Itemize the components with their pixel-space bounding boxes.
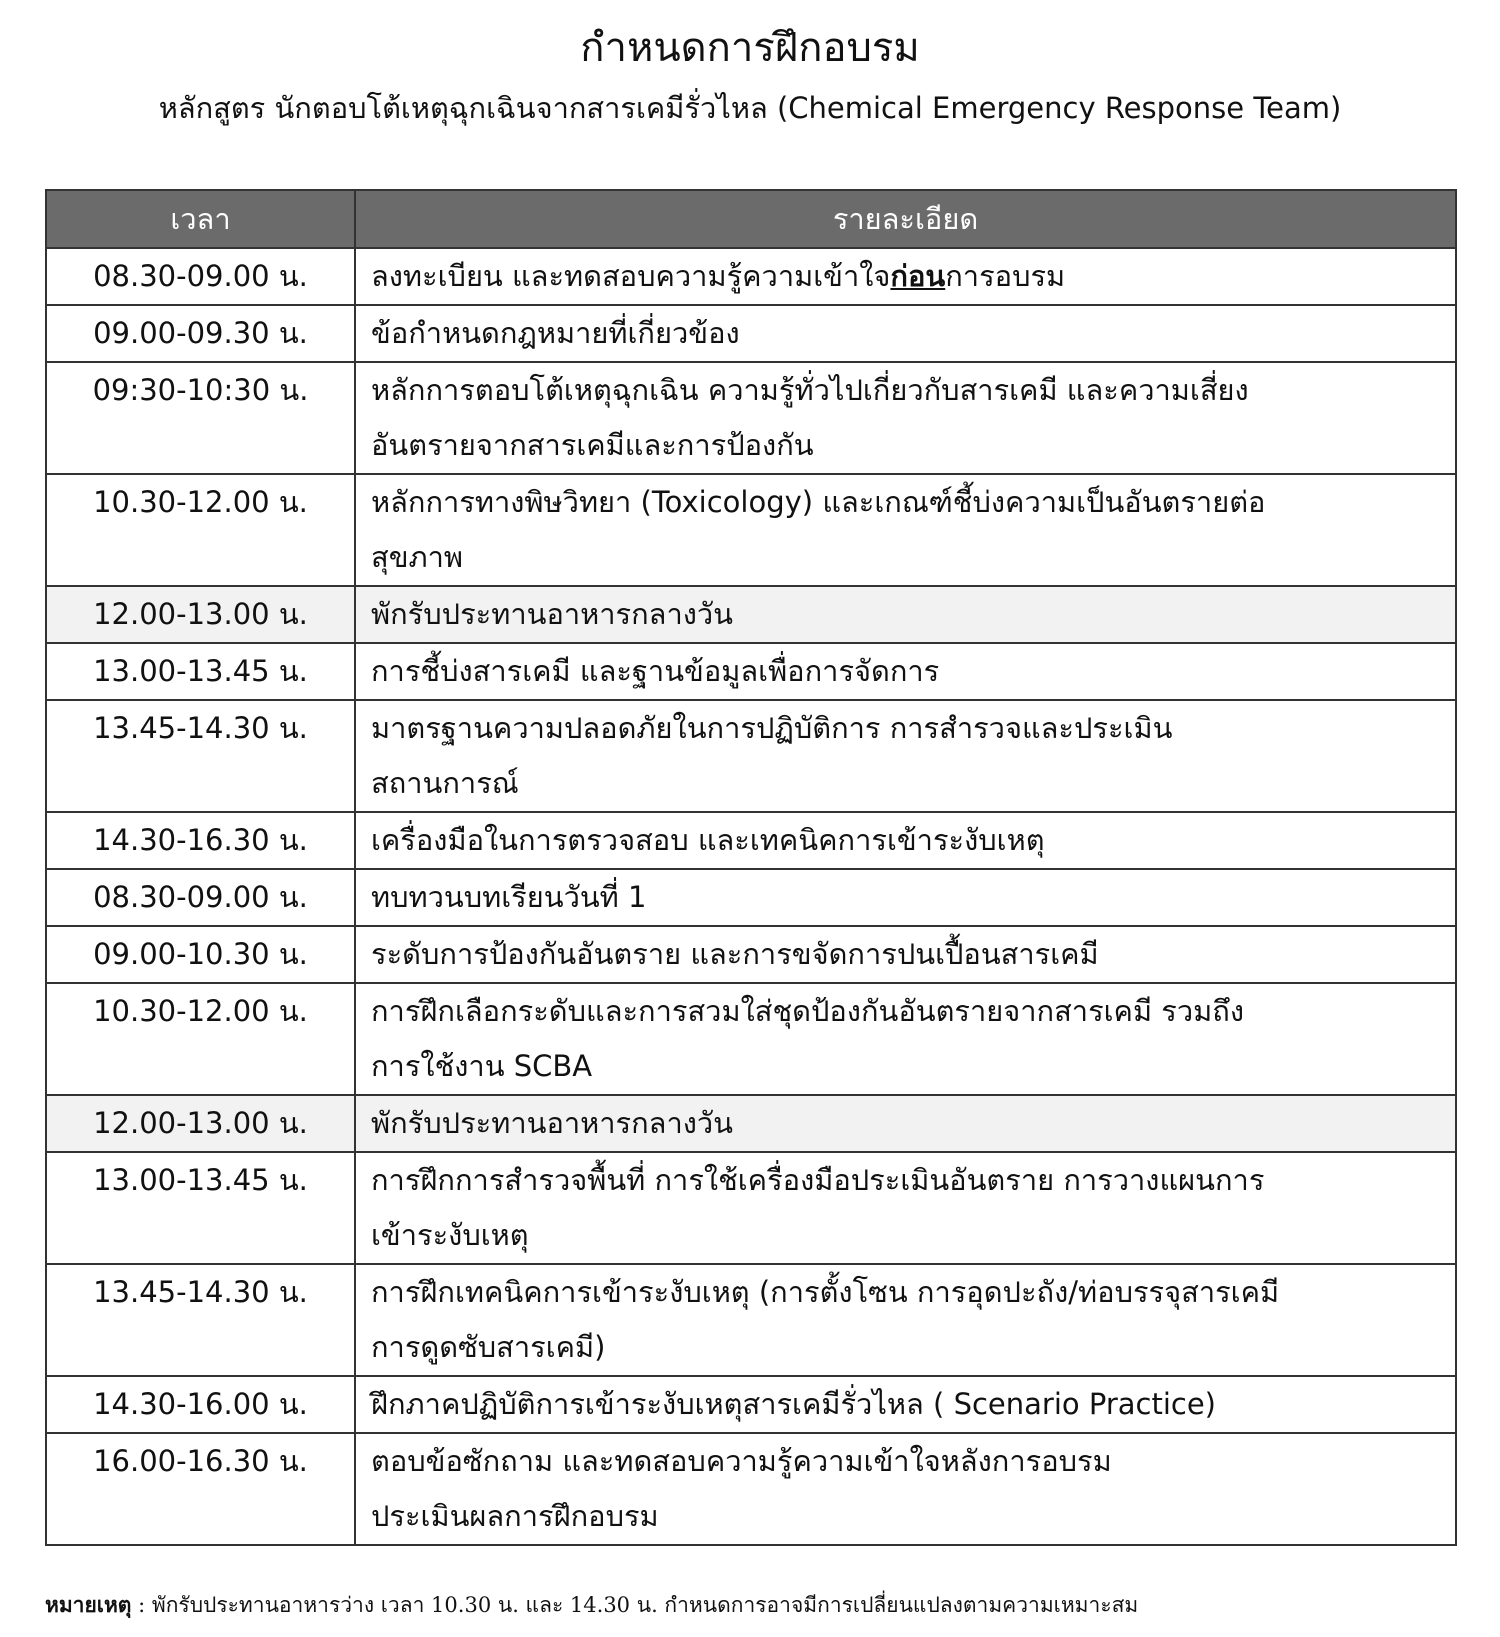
row-time: 09.00-10.30 น.: [46, 926, 355, 983]
row-detail: เครื่องมือในการตรวจสอบ และเทคนิคการเข้าระงับเหตุ: [355, 812, 1456, 869]
row-detail: การฝึกการสำรวจพื้นที่ การใช้เครื่องมือประเมินอันตราย การวางแผนการ เข้าระงับเหตุ: [355, 1152, 1456, 1264]
footnote: [45, 1590, 1138, 1620]
row-detail: ทบทวนบทเรียนวันที่ 1: [355, 869, 1456, 926]
row-detail-emphasis: ก่อน: [890, 259, 946, 293]
schedule-row: [46, 305, 1456, 362]
schedule-row: [46, 869, 1456, 926]
header-detail: รายละเอียด: [355, 190, 1456, 248]
row-time: 13.00-13.45 น.: [46, 643, 355, 700]
row-time: 13.45-14.30 น.: [46, 1264, 355, 1376]
schedule-row: [46, 248, 1456, 305]
row-detail: การฝึกเทคนิคการเข้าระงับเหตุ (การตั้งโซน การอุดปะถัง/ท่อบรรจุสารเคมี การดูดซับสารเคมี): [355, 1264, 1456, 1376]
schedule-row: [46, 586, 1456, 643]
row-time: 10.30-12.00 น.: [46, 474, 355, 586]
row-detail: ฝึกภาคปฏิบัติการเข้าระงับเหตุสารเคมีรั่วไหล ( Scenario Practice): [355, 1376, 1456, 1433]
row-time: 14.30-16.30 น.: [46, 812, 355, 869]
page-title: กำหนดการฝึกอบรม: [580, 25, 920, 71]
schedule-row: [46, 700, 1456, 812]
row-detail: การชี้บ่งสารเคมี และฐานข้อมูลเพื่อการจัดการ: [355, 643, 1456, 700]
row-detail: มาตรฐานความปลอดภัยในการปฏิบัติการ การสำรวจและประเมิน สถานการณ์: [355, 700, 1456, 812]
row-detail: ข้อกำหนดกฎหมายที่เกี่ยวข้อง: [355, 305, 1456, 362]
schedule-row: [46, 1376, 1456, 1433]
row-time: 12.00-13.00 น.: [46, 586, 355, 643]
row-time: 16.00-16.30 น.: [46, 1433, 355, 1545]
row-time: 14.30-16.00 น.: [46, 1376, 355, 1433]
schedule-row: [46, 1095, 1456, 1152]
row-detail: การฝึกเลือกระดับและการสวมใส่ชุดป้องกันอันตรายจากสารเคมี รวมถึง การใช้งาน SCBA: [355, 983, 1456, 1095]
row-detail: ระดับการป้องกันอันตราย และการขจัดการปนเปื้อนสารเคมี: [355, 926, 1456, 983]
row-time: 10.30-12.00 น.: [46, 983, 355, 1095]
row-detail: พักรับประทานอาหารกลางวัน: [355, 1095, 1456, 1152]
schedule-row: [46, 1433, 1456, 1545]
schedule-row: [46, 362, 1456, 474]
row-detail: หลักการทางพิษวิทยา (Toxicology) และเกณฑ์ชี้บ่งความเป็นอันตรายต่อ สุขภาพ: [355, 474, 1456, 586]
schedule-header-row: [46, 190, 1456, 248]
row-detail: หลักการตอบโต้เหตุฉุกเฉิน ความรู้ทั่วไปเกี่ยวกับสารเคมี และความเสี่ยง อันตรายจากสารเคมีและการป้องกัน: [355, 362, 1456, 474]
row-detail: [355, 248, 1456, 305]
schedule-row: [46, 1152, 1456, 1264]
schedule-body: [46, 248, 1456, 1545]
row-time: 13.45-14.30 น.: [46, 700, 355, 812]
schedule-row: [46, 812, 1456, 869]
row-time: 12.00-13.00 น.: [46, 1095, 355, 1152]
footnote-label: หมายเหตุ: [45, 1592, 132, 1617]
row-detail: ตอบข้อซักถาม และทดสอบความรู้ความเข้าใจหลังการอบรม ประเมินผลการฝึกอบรม: [355, 1433, 1456, 1545]
footnote-text: : พักรับประทานอาหารว่าง เวลา 10.30 น. และ 14.30 น. กำหนดการอาจมีการเปลี่ยนแปลงตามความเหมาะสม: [131, 1593, 1139, 1617]
schedule-row: [46, 926, 1456, 983]
row-detail-text-after: การอบรม: [945, 259, 1066, 293]
row-time: 09.00-09.30 น.: [46, 305, 355, 362]
row-detail: พักรับประทานอาหารกลางวัน: [355, 586, 1456, 643]
row-time: 13.00-13.45 น.: [46, 1152, 355, 1264]
row-time: 09:30-10:30 น.: [46, 362, 355, 474]
schedule-row: [46, 983, 1456, 1095]
schedule-row: [46, 474, 1456, 586]
schedule-row: [46, 1264, 1456, 1376]
schedule-row: [46, 643, 1456, 700]
schedule-table: [45, 189, 1457, 1546]
row-time: 08.30-09.00 น.: [46, 869, 355, 926]
row-time: 08.30-09.00 น.: [46, 248, 355, 305]
row-detail-text: ลงทะเบียน และทดสอบความรู้ความเข้าใจ: [371, 259, 891, 293]
course-subtitle: หลักสูตร นักตอบโต้เหตุฉุกเฉินจากสารเคมีรั่วไหล (Chemical Emergency Response Team): [158, 91, 1342, 125]
header-time: เวลา: [46, 190, 355, 248]
